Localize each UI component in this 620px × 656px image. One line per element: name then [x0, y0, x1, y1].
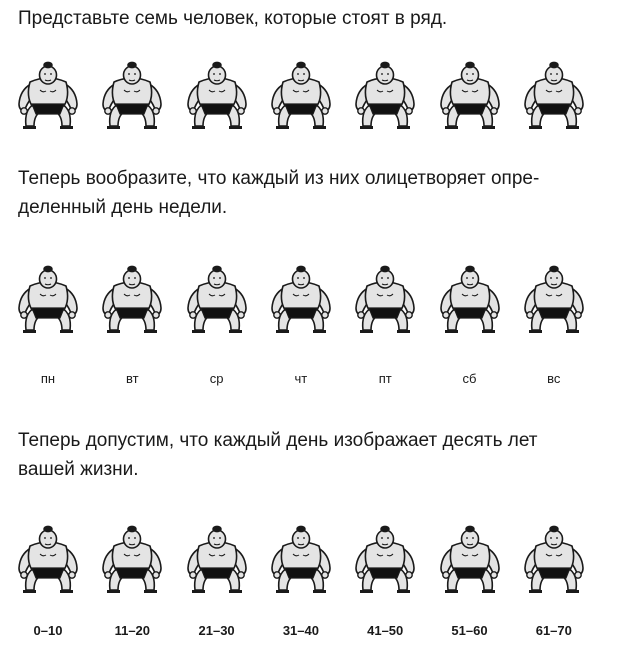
intro-text: Представьте семь человек, которые стоят в ряд.: [18, 8, 448, 29]
sumo-wrestler-icon: [436, 264, 504, 334]
sumo-wrestler-icon: [520, 264, 588, 334]
sumo-wrestler-icon: [351, 60, 419, 130]
decade-label: 51–60: [451, 623, 488, 638]
sumo-wrestler-icon: [436, 524, 504, 594]
decade-label: 41–50: [367, 623, 404, 638]
decade-label: 11–20: [114, 623, 151, 638]
day-label: пт: [378, 371, 392, 386]
sumo-wrestler-icon: [98, 264, 166, 334]
days-text: Теперь вообразите, что каждый из них олицетворяет опре- деленный день недели.: [18, 168, 540, 218]
sumo-wrestler-icon: [267, 264, 335, 334]
sumo-wrestler-icon: [267, 60, 335, 130]
day-label: сб: [462, 371, 477, 386]
day-label: ср: [209, 371, 224, 386]
figures-row-people: [14, 60, 606, 130]
figures-row-days: [14, 264, 606, 334]
sumo-wrestler-icon: [520, 524, 588, 594]
decade-labels: [14, 622, 606, 644]
sumo-wrestler-icon: [267, 524, 335, 594]
sumo-wrestler-icon: [14, 264, 82, 334]
sumo-wrestler-icon: [183, 264, 251, 334]
sumo-wrestler-icon: [436, 60, 504, 130]
sumo-wrestler-icon: [351, 264, 419, 334]
decade-label: 31–40: [282, 623, 319, 638]
decade-label: 21–30: [198, 623, 235, 638]
sumo-wrestler-icon: [98, 60, 166, 130]
sumo-wrestler-icon: [520, 60, 588, 130]
day-label: чт: [294, 371, 308, 386]
sumo-wrestler-icon: [14, 60, 82, 130]
decade-label: 61–70: [535, 623, 572, 638]
day-label: вт: [126, 371, 139, 386]
sumo-wrestler-icon: [183, 524, 251, 594]
sumo-wrestler-icon: [14, 524, 82, 594]
day-label: пн: [40, 371, 56, 386]
decades-text: Теперь допустим, что каждый день изображает десять лет вашей жизни.: [18, 430, 538, 480]
sumo-wrestler-icon: [351, 524, 419, 594]
sumo-wrestler-icon: [98, 524, 166, 594]
day-labels: [14, 370, 606, 392]
decade-label: 0–10: [33, 623, 63, 638]
day-label: вс: [547, 371, 561, 386]
sumo-wrestler-icon: [183, 60, 251, 130]
figures-row-decades: [14, 524, 606, 594]
